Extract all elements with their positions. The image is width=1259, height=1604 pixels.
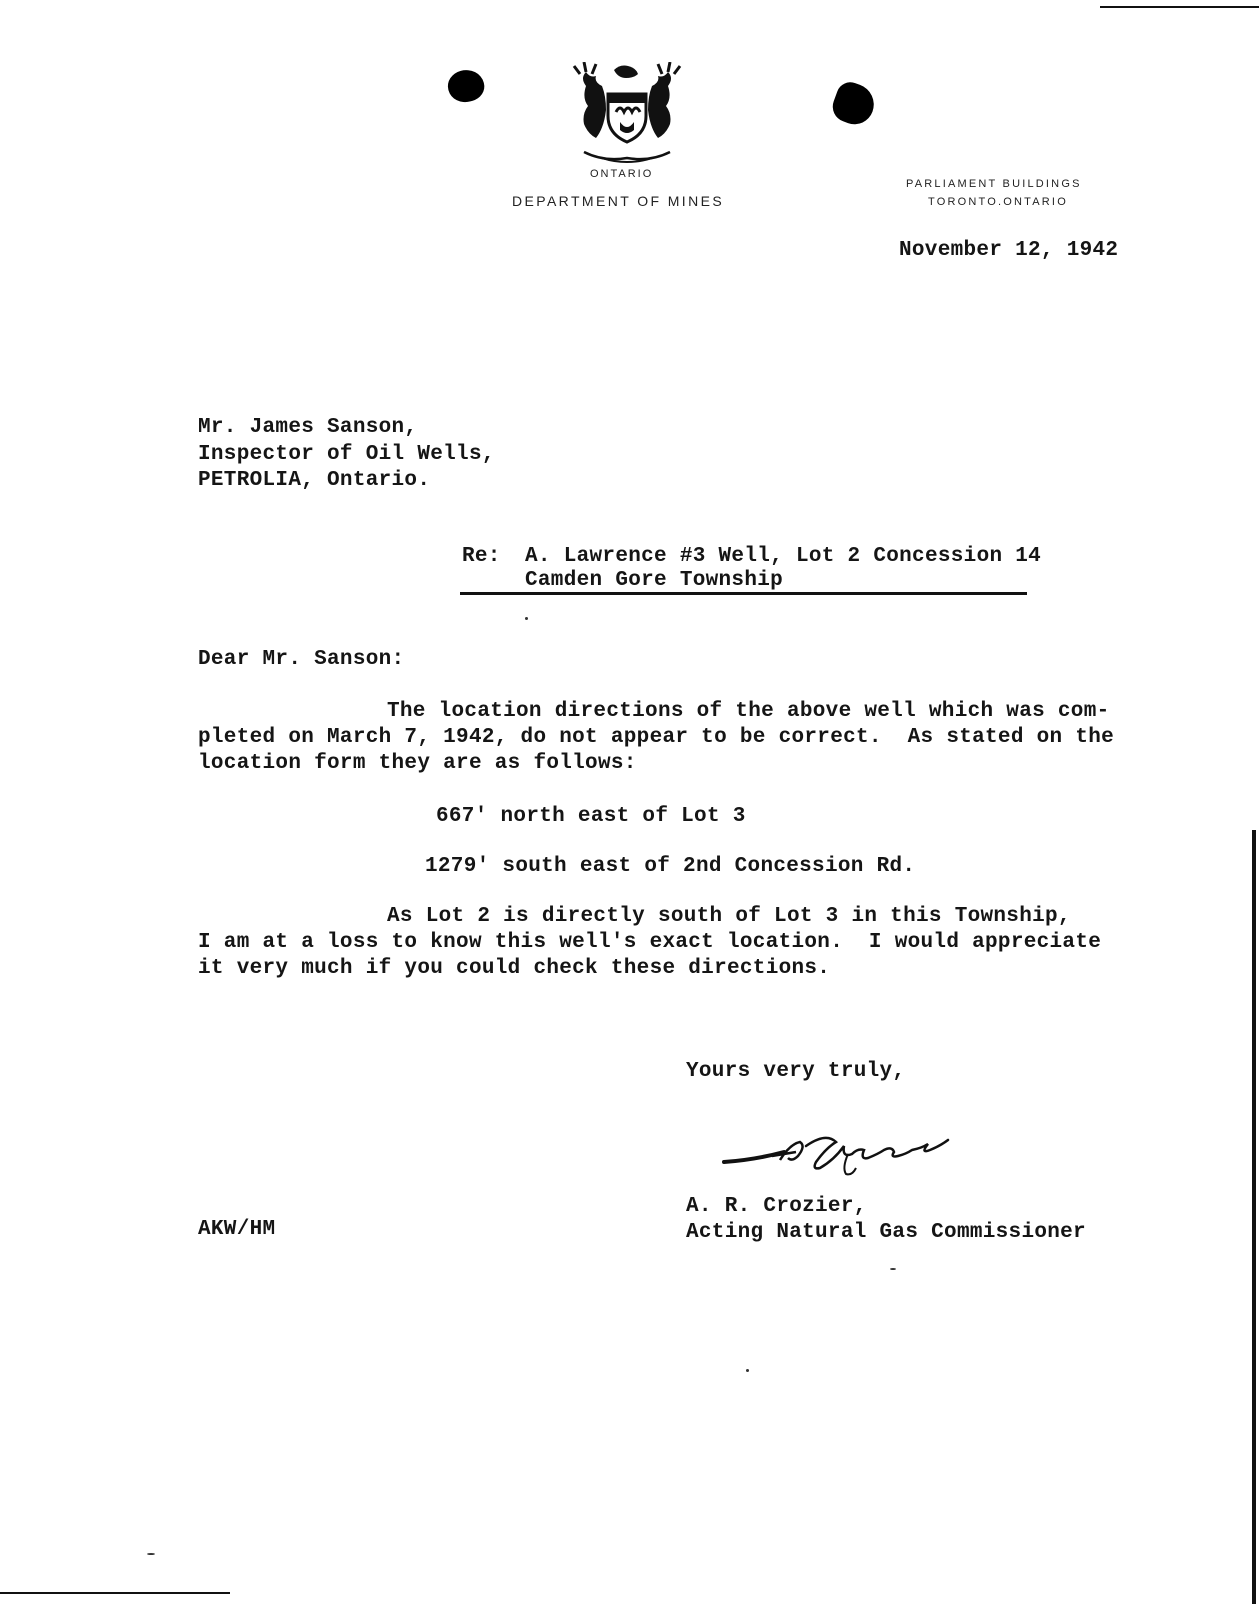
body-line: pleted on March 7, 1942, do not appear to be correct. As stated on the — [198, 726, 1115, 749]
subject-prefix: Re: — [462, 545, 501, 568]
direction-item: 667' north east of Lot 3 — [436, 805, 746, 828]
subject-line1: A. Lawrence #3 Well, Lot 2 Concession 14 — [525, 545, 1042, 568]
signatory-name: A. R. Crozier, — [686, 1195, 867, 1218]
recipient-name: Mr. James Sanson, — [198, 416, 418, 439]
body-line: it very much if you could check these directions. — [198, 957, 831, 980]
speck — [147, 1553, 155, 1555]
signatory-title: Acting Natural Gas Commissioner — [686, 1221, 1086, 1244]
speck — [746, 1369, 749, 1372]
letterhead-department: DEPARTMENT OF MINES — [512, 193, 725, 209]
handwritten-signature — [720, 1130, 970, 1180]
body-line: As Lot 2 is directly south of Lot 3 in this Township, — [387, 905, 1071, 928]
reference-initials: AKW/HM — [198, 1218, 276, 1241]
bottom-edge-line — [0, 1592, 230, 1594]
subject-underline — [460, 592, 1027, 595]
letterhead-address-line2: TORONTO.ONTARIO — [928, 196, 1068, 208]
speck — [525, 617, 528, 620]
salutation: Dear Mr. Sanson: — [198, 648, 405, 671]
recipient-title: Inspector of Oil Wells, — [198, 443, 495, 466]
letterhead-province: ONTARIO — [590, 168, 654, 180]
recipient-location: PETROLIA, Ontario. — [198, 469, 431, 492]
speck — [890, 1268, 896, 1270]
letter-date: November 12, 1942 — [899, 239, 1119, 262]
top-edge-line — [1100, 6, 1259, 8]
ink-blot-right — [828, 78, 879, 129]
closing: Yours very truly, — [686, 1060, 906, 1083]
body-line: location form they are as follows: — [198, 752, 637, 775]
ink-blot-left — [444, 66, 487, 106]
body-line: The location directions of the above well which was com- — [387, 700, 1110, 723]
ontario-coat-of-arms-icon — [572, 62, 682, 170]
subject-line2: Camden Gore Township — [525, 569, 784, 592]
letterhead-address-line1: PARLIAMENT BUILDINGS — [906, 178, 1082, 190]
right-edge-line — [1252, 830, 1256, 1604]
direction-item: 1279' south east of 2nd Concession Rd. — [425, 855, 916, 878]
body-line: I am at a loss to know this well's exact location. I would appreciate — [198, 931, 1102, 954]
